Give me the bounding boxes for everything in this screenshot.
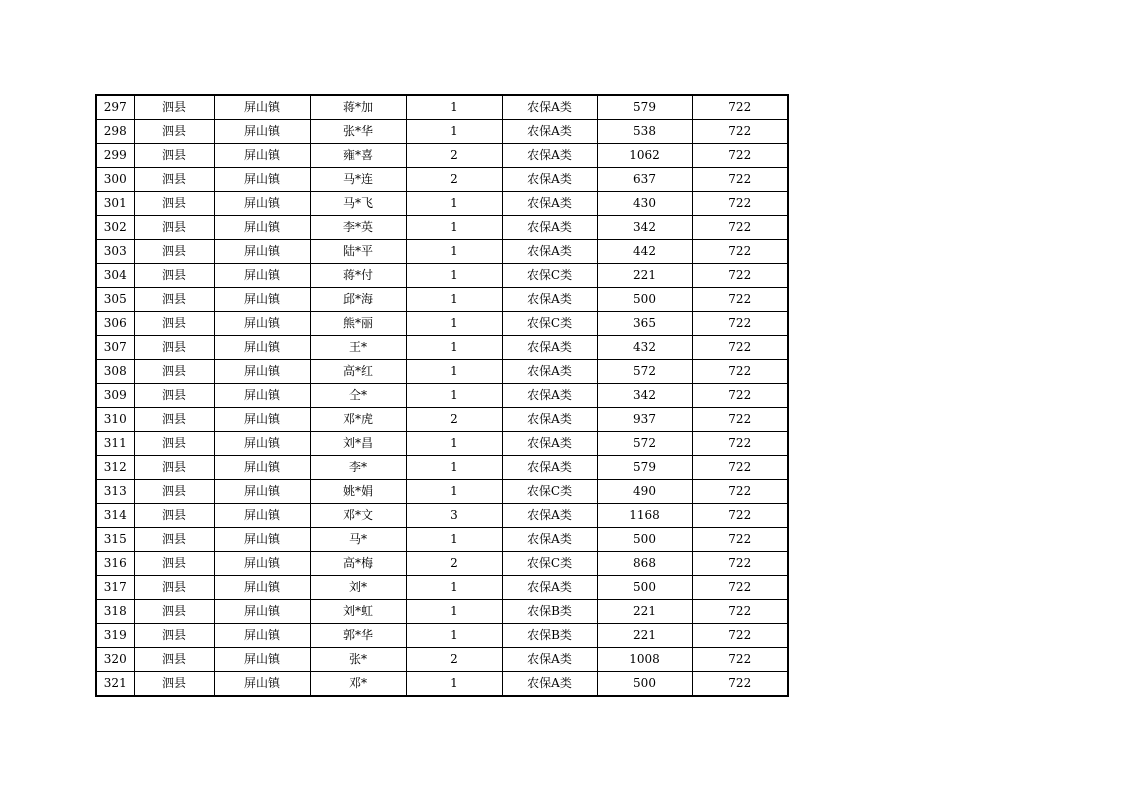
county-cell: 泗县 bbox=[134, 120, 214, 144]
row-number-cell: 313 bbox=[96, 480, 134, 504]
row-number-cell: 304 bbox=[96, 264, 134, 288]
name-cell: 李*英 bbox=[310, 216, 406, 240]
category-cell: 农保A类 bbox=[502, 95, 597, 120]
county-cell: 泗县 bbox=[134, 216, 214, 240]
name-cell: 张*华 bbox=[310, 120, 406, 144]
amount-cell: 572 bbox=[597, 360, 692, 384]
standard-cell: 722 bbox=[692, 456, 788, 480]
name-cell: 邓*虎 bbox=[310, 408, 406, 432]
standard-cell: 722 bbox=[692, 576, 788, 600]
household-size-cell: 1 bbox=[406, 480, 502, 504]
household-size-cell: 1 bbox=[406, 95, 502, 120]
row-number-cell: 314 bbox=[96, 504, 134, 528]
amount-cell: 500 bbox=[597, 576, 692, 600]
table-row bbox=[96, 576, 788, 600]
category-cell: 农保A类 bbox=[502, 144, 597, 168]
town-cell: 屏山镇 bbox=[214, 600, 310, 624]
amount-cell: 342 bbox=[597, 216, 692, 240]
household-size-cell: 1 bbox=[406, 312, 502, 336]
amount-cell: 579 bbox=[597, 95, 692, 120]
name-cell: 蒋*付 bbox=[310, 264, 406, 288]
amount-cell: 442 bbox=[597, 240, 692, 264]
category-cell: 农保A类 bbox=[502, 240, 597, 264]
town-cell: 屏山镇 bbox=[214, 312, 310, 336]
row-number-cell: 319 bbox=[96, 624, 134, 648]
standard-cell: 722 bbox=[692, 624, 788, 648]
county-cell: 泗县 bbox=[134, 264, 214, 288]
name-cell: 高*梅 bbox=[310, 552, 406, 576]
standard-cell: 722 bbox=[692, 95, 788, 120]
household-size-cell: 2 bbox=[406, 408, 502, 432]
town-cell: 屏山镇 bbox=[214, 648, 310, 672]
row-number-cell: 309 bbox=[96, 384, 134, 408]
town-cell: 屏山镇 bbox=[214, 336, 310, 360]
category-cell: 农保A类 bbox=[502, 648, 597, 672]
row-number-cell: 318 bbox=[96, 600, 134, 624]
table-row bbox=[96, 672, 788, 697]
category-cell: 农保A类 bbox=[502, 216, 597, 240]
household-size-cell: 1 bbox=[406, 432, 502, 456]
county-cell: 泗县 bbox=[134, 312, 214, 336]
name-cell: 刘*虹 bbox=[310, 600, 406, 624]
category-cell: 农保A类 bbox=[502, 120, 597, 144]
household-size-cell: 2 bbox=[406, 648, 502, 672]
name-cell: 高*红 bbox=[310, 360, 406, 384]
table-row bbox=[96, 288, 788, 312]
county-cell: 泗县 bbox=[134, 336, 214, 360]
amount-cell: 500 bbox=[597, 528, 692, 552]
category-cell: 农保A类 bbox=[502, 288, 597, 312]
table-row bbox=[96, 648, 788, 672]
household-size-cell: 2 bbox=[406, 144, 502, 168]
table-row bbox=[96, 192, 788, 216]
table-row bbox=[96, 552, 788, 576]
household-size-cell: 1 bbox=[406, 192, 502, 216]
county-cell: 泗县 bbox=[134, 168, 214, 192]
row-number-cell: 320 bbox=[96, 648, 134, 672]
category-cell: 农保A类 bbox=[502, 384, 597, 408]
name-cell: 蒋*加 bbox=[310, 95, 406, 120]
standard-cell: 722 bbox=[692, 240, 788, 264]
table-row bbox=[96, 456, 788, 480]
standard-cell: 722 bbox=[692, 528, 788, 552]
table-row bbox=[96, 504, 788, 528]
town-cell: 屏山镇 bbox=[214, 456, 310, 480]
household-size-cell: 1 bbox=[406, 288, 502, 312]
county-cell: 泗县 bbox=[134, 408, 214, 432]
standard-cell: 722 bbox=[692, 480, 788, 504]
county-cell: 泗县 bbox=[134, 192, 214, 216]
town-cell: 屏山镇 bbox=[214, 192, 310, 216]
table-row bbox=[96, 95, 788, 120]
row-number-cell: 315 bbox=[96, 528, 134, 552]
county-cell: 泗县 bbox=[134, 672, 214, 697]
town-cell: 屏山镇 bbox=[214, 432, 310, 456]
town-cell: 屏山镇 bbox=[214, 576, 310, 600]
county-cell: 泗县 bbox=[134, 504, 214, 528]
county-cell: 泗县 bbox=[134, 576, 214, 600]
town-cell: 屏山镇 bbox=[214, 240, 310, 264]
county-cell: 泗县 bbox=[134, 288, 214, 312]
row-number-cell: 317 bbox=[96, 576, 134, 600]
name-cell: 马*连 bbox=[310, 168, 406, 192]
category-cell: 农保A类 bbox=[502, 192, 597, 216]
row-number-cell: 297 bbox=[96, 95, 134, 120]
town-cell: 屏山镇 bbox=[214, 120, 310, 144]
standard-cell: 722 bbox=[692, 144, 788, 168]
row-number-cell: 298 bbox=[96, 120, 134, 144]
category-cell: 农保A类 bbox=[502, 456, 597, 480]
town-cell: 屏山镇 bbox=[214, 384, 310, 408]
row-number-cell: 316 bbox=[96, 552, 134, 576]
standard-cell: 722 bbox=[692, 192, 788, 216]
category-cell: 农保A类 bbox=[502, 336, 597, 360]
row-number-cell: 310 bbox=[96, 408, 134, 432]
county-cell: 泗县 bbox=[134, 552, 214, 576]
amount-cell: 579 bbox=[597, 456, 692, 480]
row-number-cell: 303 bbox=[96, 240, 134, 264]
category-cell: 农保A类 bbox=[502, 360, 597, 384]
town-cell: 屏山镇 bbox=[214, 216, 310, 240]
household-size-cell: 1 bbox=[406, 576, 502, 600]
county-cell: 泗县 bbox=[134, 600, 214, 624]
household-size-cell: 1 bbox=[406, 624, 502, 648]
name-cell: 陆*平 bbox=[310, 240, 406, 264]
category-cell: 农保A类 bbox=[502, 432, 597, 456]
household-size-cell: 1 bbox=[406, 456, 502, 480]
town-cell: 屏山镇 bbox=[214, 504, 310, 528]
table-row bbox=[96, 336, 788, 360]
county-cell: 泗县 bbox=[134, 480, 214, 504]
table-row bbox=[96, 216, 788, 240]
standard-cell: 722 bbox=[692, 552, 788, 576]
name-cell: 熊*丽 bbox=[310, 312, 406, 336]
amount-cell: 365 bbox=[597, 312, 692, 336]
standard-cell: 722 bbox=[692, 336, 788, 360]
standard-cell: 722 bbox=[692, 672, 788, 697]
table-row bbox=[96, 528, 788, 552]
amount-cell: 432 bbox=[597, 336, 692, 360]
category-cell: 农保C类 bbox=[502, 480, 597, 504]
row-number-cell: 312 bbox=[96, 456, 134, 480]
household-size-cell: 1 bbox=[406, 360, 502, 384]
amount-cell: 538 bbox=[597, 120, 692, 144]
town-cell: 屏山镇 bbox=[214, 408, 310, 432]
table-row bbox=[96, 168, 788, 192]
row-number-cell: 305 bbox=[96, 288, 134, 312]
household-size-cell: 3 bbox=[406, 504, 502, 528]
amount-cell: 500 bbox=[597, 288, 692, 312]
amount-cell: 221 bbox=[597, 264, 692, 288]
town-cell: 屏山镇 bbox=[214, 480, 310, 504]
county-cell: 泗县 bbox=[134, 240, 214, 264]
town-cell: 屏山镇 bbox=[214, 264, 310, 288]
county-cell: 泗县 bbox=[134, 528, 214, 552]
town-cell: 屏山镇 bbox=[214, 360, 310, 384]
standard-cell: 722 bbox=[692, 216, 788, 240]
standard-cell: 722 bbox=[692, 312, 788, 336]
name-cell: 张* bbox=[310, 648, 406, 672]
amount-cell: 1008 bbox=[597, 648, 692, 672]
household-size-cell: 1 bbox=[406, 672, 502, 697]
row-number-cell: 299 bbox=[96, 144, 134, 168]
standard-cell: 722 bbox=[692, 408, 788, 432]
row-number-cell: 311 bbox=[96, 432, 134, 456]
standard-cell: 722 bbox=[692, 504, 788, 528]
amount-cell: 221 bbox=[597, 600, 692, 624]
household-size-cell: 1 bbox=[406, 528, 502, 552]
category-cell: 农保A类 bbox=[502, 528, 597, 552]
amount-cell: 868 bbox=[597, 552, 692, 576]
table-row bbox=[96, 480, 788, 504]
household-size-cell: 1 bbox=[406, 384, 502, 408]
table-row bbox=[96, 120, 788, 144]
name-cell: 邓* bbox=[310, 672, 406, 697]
table-body bbox=[96, 95, 788, 696]
county-cell: 泗县 bbox=[134, 432, 214, 456]
name-cell: 刘*昌 bbox=[310, 432, 406, 456]
amount-cell: 637 bbox=[597, 168, 692, 192]
table-row bbox=[96, 600, 788, 624]
standard-cell: 722 bbox=[692, 168, 788, 192]
name-cell: 姚*娟 bbox=[310, 480, 406, 504]
row-number-cell: 306 bbox=[96, 312, 134, 336]
table-row bbox=[96, 384, 788, 408]
standard-cell: 722 bbox=[692, 288, 788, 312]
standard-cell: 722 bbox=[692, 648, 788, 672]
category-cell: 农保C类 bbox=[502, 264, 597, 288]
amount-cell: 572 bbox=[597, 432, 692, 456]
town-cell: 屏山镇 bbox=[214, 624, 310, 648]
category-cell: 农保A类 bbox=[502, 672, 597, 697]
town-cell: 屏山镇 bbox=[214, 552, 310, 576]
amount-cell: 430 bbox=[597, 192, 692, 216]
data-table bbox=[95, 94, 789, 697]
town-cell: 屏山镇 bbox=[214, 288, 310, 312]
table-row bbox=[96, 240, 788, 264]
category-cell: 农保A类 bbox=[502, 408, 597, 432]
category-cell: 农保B类 bbox=[502, 624, 597, 648]
amount-cell: 490 bbox=[597, 480, 692, 504]
standard-cell: 722 bbox=[692, 600, 788, 624]
name-cell: 邱*海 bbox=[310, 288, 406, 312]
county-cell: 泗县 bbox=[134, 384, 214, 408]
town-cell: 屏山镇 bbox=[214, 672, 310, 697]
category-cell: 农保A类 bbox=[502, 504, 597, 528]
town-cell: 屏山镇 bbox=[214, 528, 310, 552]
table-row bbox=[96, 432, 788, 456]
category-cell: 农保C类 bbox=[502, 552, 597, 576]
county-cell: 泗县 bbox=[134, 95, 214, 120]
category-cell: 农保B类 bbox=[502, 600, 597, 624]
amount-cell: 342 bbox=[597, 384, 692, 408]
row-number-cell: 308 bbox=[96, 360, 134, 384]
standard-cell: 722 bbox=[692, 120, 788, 144]
town-cell: 屏山镇 bbox=[214, 168, 310, 192]
household-size-cell: 1 bbox=[406, 264, 502, 288]
household-size-cell: 1 bbox=[406, 120, 502, 144]
name-cell: 马*飞 bbox=[310, 192, 406, 216]
county-cell: 泗县 bbox=[134, 648, 214, 672]
town-cell: 屏山镇 bbox=[214, 144, 310, 168]
category-cell: 农保A类 bbox=[502, 168, 597, 192]
amount-cell: 221 bbox=[597, 624, 692, 648]
county-cell: 泗县 bbox=[134, 360, 214, 384]
household-size-cell: 2 bbox=[406, 552, 502, 576]
name-cell: 王* bbox=[310, 336, 406, 360]
category-cell: 农保C类 bbox=[502, 312, 597, 336]
row-number-cell: 307 bbox=[96, 336, 134, 360]
amount-cell: 1062 bbox=[597, 144, 692, 168]
household-size-cell: 1 bbox=[406, 336, 502, 360]
amount-cell: 937 bbox=[597, 408, 692, 432]
name-cell: 刘* bbox=[310, 576, 406, 600]
household-size-cell: 1 bbox=[406, 600, 502, 624]
amount-cell: 500 bbox=[597, 672, 692, 697]
name-cell: 雍*喜 bbox=[310, 144, 406, 168]
category-cell: 农保A类 bbox=[502, 576, 597, 600]
standard-cell: 722 bbox=[692, 432, 788, 456]
town-cell: 屏山镇 bbox=[214, 95, 310, 120]
row-number-cell: 301 bbox=[96, 192, 134, 216]
name-cell: 马* bbox=[310, 528, 406, 552]
name-cell: 仝* bbox=[310, 384, 406, 408]
table-row bbox=[96, 144, 788, 168]
name-cell: 李* bbox=[310, 456, 406, 480]
standard-cell: 722 bbox=[692, 264, 788, 288]
household-size-cell: 1 bbox=[406, 240, 502, 264]
table-row bbox=[96, 312, 788, 336]
table-row bbox=[96, 264, 788, 288]
household-size-cell: 2 bbox=[406, 168, 502, 192]
table-row bbox=[96, 624, 788, 648]
standard-cell: 722 bbox=[692, 384, 788, 408]
amount-cell: 1168 bbox=[597, 504, 692, 528]
county-cell: 泗县 bbox=[134, 456, 214, 480]
county-cell: 泗县 bbox=[134, 144, 214, 168]
table-row bbox=[96, 408, 788, 432]
row-number-cell: 302 bbox=[96, 216, 134, 240]
household-size-cell: 1 bbox=[406, 216, 502, 240]
name-cell: 邓*文 bbox=[310, 504, 406, 528]
table-row bbox=[96, 360, 788, 384]
name-cell: 郭*华 bbox=[310, 624, 406, 648]
row-number-cell: 300 bbox=[96, 168, 134, 192]
county-cell: 泗县 bbox=[134, 624, 214, 648]
standard-cell: 722 bbox=[692, 360, 788, 384]
row-number-cell: 321 bbox=[96, 672, 134, 697]
